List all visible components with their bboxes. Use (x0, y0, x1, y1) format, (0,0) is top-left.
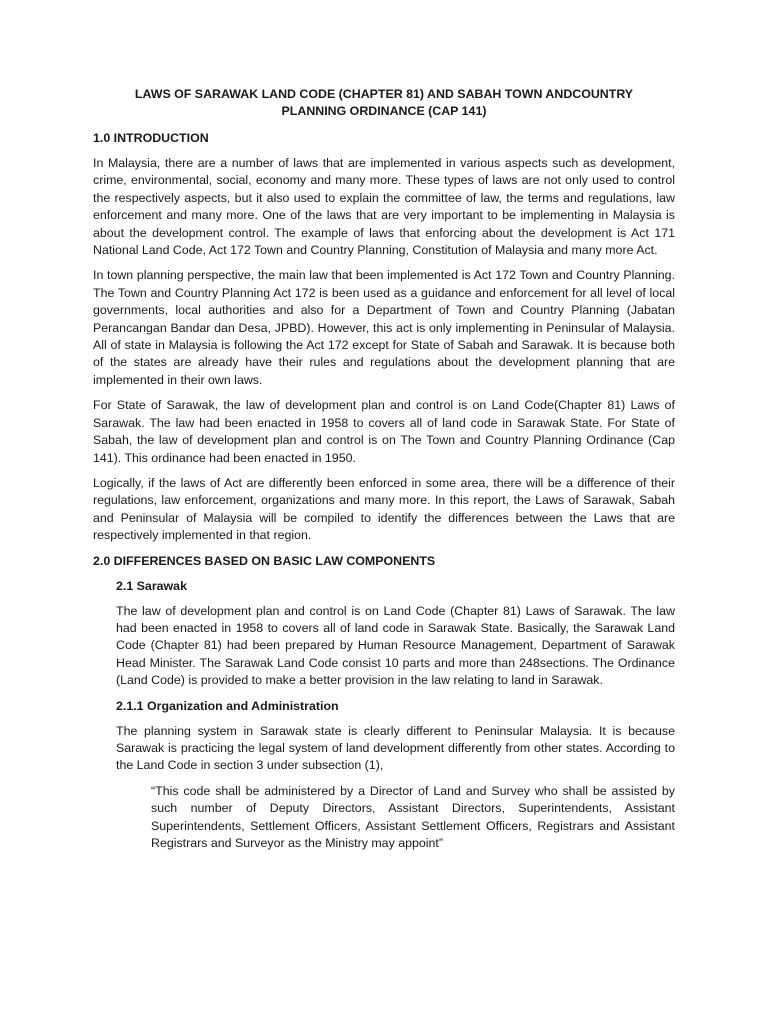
intro-paragraph-3: For State of Sarawak, the law of development plan and control is on Land Code(Chapter 81) Laws of Sarawak. The law had been enacted in 1958 to covers all of land code in Sarawak State. For State of Sabah, the law of development plan and control is on The Town and Country Planning Ordinance (Cap 141). This ordinance had been enacted in 1950. (93, 398, 675, 465)
section-heading-differences: 2.0 DIFFERENCES BASED ON BASIC LAW COMPONENTS (93, 553, 436, 568)
intro-paragraph-2: In town planning perspective, the main law that been implemented is Act 172 Town and Country Planning. The Town and Country Planning Act 172 is been used as a guidance and enforcement for all level of local governments, local authorities and also for a Department of Town and Country Planning (Jabatan Perancangan Bandar dan Desa, JPBD). However, this act is only implementing in Peninsular of Malaysia. All of state in Malaysia is following the Act 172 except for State of Sabah and Sarawak. It is because both of the states are already have their rules and regulations about the development planning that are implemented in their own laws. (93, 268, 675, 387)
subsection-heading-sarawak: 2.1 Sarawak (116, 578, 187, 593)
organization-paragraph: The planning system in Sarawak state is clearly different to Peninsular Malaysia. It is because Sarawak is practicing the legal system of land development differently from other states. According to the Land Code in section 3 under subsection (1), (116, 723, 675, 773)
document-title: LAWS OF SARAWAK LAND CODE (CHAPTER 81) AND SABAH TOWN ANDCOUNTRY PLANNING ORDINANCE (CAP 141) (134, 87, 634, 118)
section-heading-introduction: 1.0 INTRODUCTION (93, 131, 209, 145)
intro-paragraph-4: Logically, if the laws of Act are differently been enforced in some area, there will be a difference of their regulations, law enforcement, organizations and many more. In this report, the Laws of Sarawak, Sabah and Peninsular of Malaysia will be compiled to identify the differences between the Laws that are respectively implemented in that region. (93, 475, 675, 543)
land-code-quote: “This code shall be administered by a Director of Land and Survey who shall be assisted by such number of Deputy Directors, Assistant Directors, Superintendents, Assistant Superintendents, Settlement Officers, Assistant Settlement Officers, Registrars and Assistant Registrars and Surveyor as the Ministry may appoint” (151, 783, 675, 850)
intro-paragraph-1: In Malaysia, there are a number of laws that are implemented in various aspects such as development, crime, environmental, social, economy and many more. These types of laws are not only used to control the respectively aspects, but it also used to explain the committee of law, the terms and regulations, law enforcement and many more. One of the laws that are very important to be implementing in Malaysia is about the development control. The example of laws that enforcing about the development is Act 171 National Land Code, Act 172 Town and Country Planning, Constitution of Malaysia and many more Act. (93, 156, 675, 258)
sarawak-paragraph: The law of development plan and control is on Land Code (Chapter 81) Laws of Sarawak. The law had been enacted in 1958 to covers all of land code in Sarawak State. Basically, the Sarawak Land Code (Chapter 81) had been prepared by Human Resource Management, Department of Sarawak Head Minister. The Sarawak Land Code consist 10 parts and more than 248sections. The Ordinance (Land Code) is provided to make a better provision in the law relating to land in Sarawak. (116, 603, 675, 688)
subsection-heading-organization: 2.1.1 Organization and Administration (116, 698, 339, 713)
